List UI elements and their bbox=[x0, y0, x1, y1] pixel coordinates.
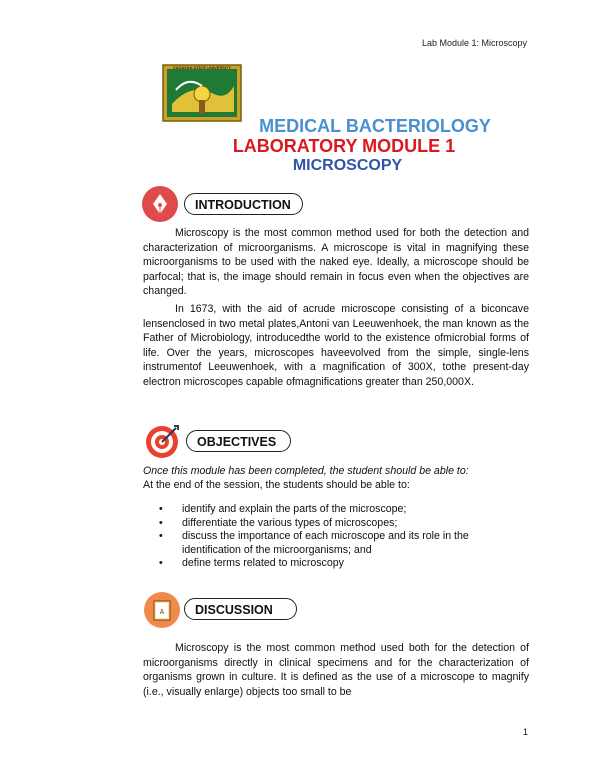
logo-seal-text: CAGAYAN STATE UNIVERSITY bbox=[172, 65, 232, 70]
objective-item: • define terms related to microscopy bbox=[155, 557, 515, 571]
course-title: MEDICAL BACTERIOLOGY bbox=[259, 116, 491, 136]
target-icon bbox=[144, 424, 180, 460]
university-logo bbox=[162, 64, 242, 122]
objectives-heading: OBJECTIVES bbox=[186, 430, 291, 452]
pen-nib-icon bbox=[142, 186, 178, 222]
discussion-heading: DISCUSSION bbox=[184, 598, 297, 620]
discussion-paragraph-1 bbox=[143, 641, 529, 699]
objective-item: • differentiate the various types of microscopes; bbox=[155, 517, 515, 531]
discussion-text-1: Microscopy is the most common method used both for the detection of microorganisms directly in clinical specimens and for the characterization of organisms grown in culture. It is defined as the use of a microscope to magnify (i.e., visually enlarge) objects too small to be bbox=[143, 642, 529, 698]
introduction-text-1: Microscopy is the most common method used for both the detection and characterization of microorganisms. A microscope is vital in magnifying these microorganisms to be used with the naked eye. Ideally, a microscope should be parfocal; that is, the image should remain in focus even when the objectives are changed. bbox=[143, 227, 529, 298]
module-title: LABORATORY MODULE 1 bbox=[232, 136, 456, 156]
objectives-intro: At the end of the session, the students should be able to: bbox=[143, 479, 410, 491]
objective-item: • identify and explain the parts of the microscope; bbox=[155, 503, 515, 517]
introduction-paragraph-1 bbox=[143, 226, 529, 299]
introduction-heading: INTRODUCTION bbox=[184, 193, 303, 215]
introduction-paragraph-2 bbox=[143, 302, 529, 390]
svg-text:A: A bbox=[159, 609, 165, 616]
objectives-list bbox=[155, 503, 515, 571]
objective-item: • discuss the importance of each microscope and its role in the identification of the microorganisms; and bbox=[155, 530, 515, 557]
page-number: 1 bbox=[522, 727, 528, 737]
running-header: Lab Module 1: Microscopy bbox=[421, 38, 527, 48]
introduction-text-2: In 1673, with the aid of acrude microscope consisting of a biconcave lensenclosed in two metal plates,Antoni van Leeuwenhoek, the man known as the Father of Microbiology, introducedthe world to the existence ofmicrobial forms of life. Over the years, microscopes haveevolved from the simple, single-lens instrumentof Leeuwenhoek, with a magnification of 300X, tothe present-day electron microscopes capable ofmagnifications greater than 250,000X. bbox=[143, 303, 529, 388]
objectives-intro-italic: Once this module has been completed, the student should be able to: bbox=[143, 465, 469, 477]
book-icon bbox=[144, 592, 180, 628]
topic-title: MICROSCOPY bbox=[292, 157, 403, 174]
